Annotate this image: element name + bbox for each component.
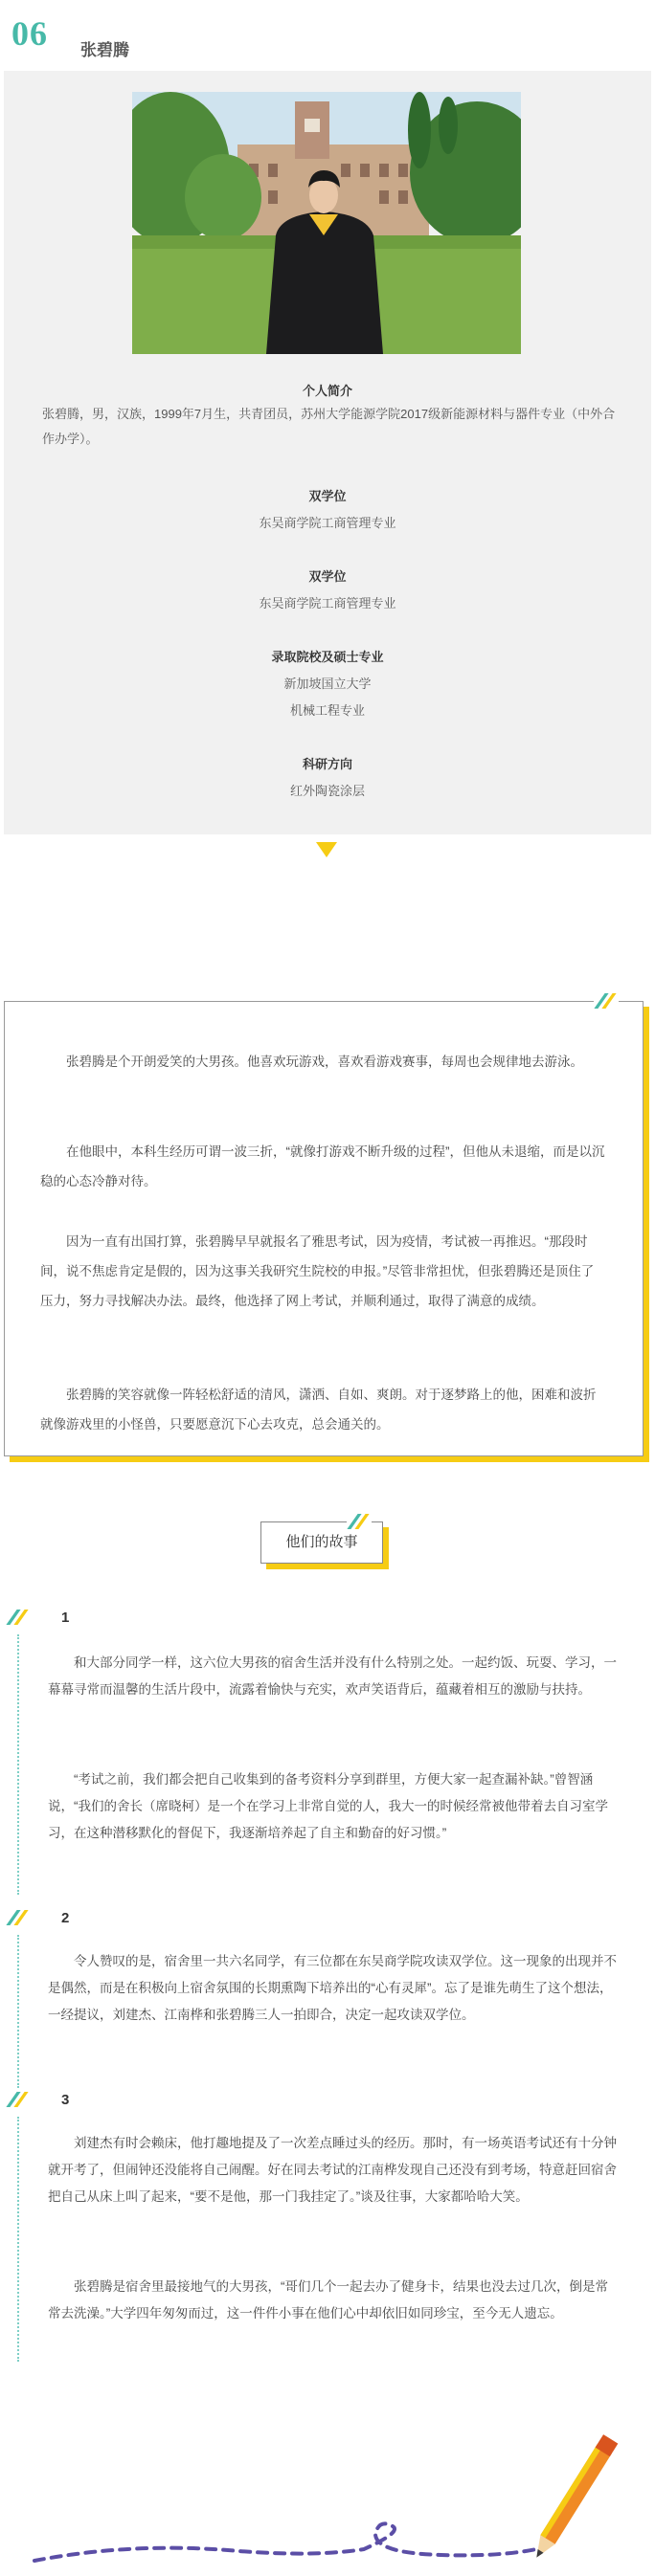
pencil-icon xyxy=(530,2434,619,2562)
person-name: 张碧腾 xyxy=(80,41,129,59)
story-paragraph: “考试之前，我们都会把自己收集到的备考资料分享到群里，方便大家一起查漏补缺。”曾智涵说，“我们的舍长（席晓柯）是一个在学习上非常自觉的人，我大一的时候经常被他带着去自习室学习，在这种潜移默化的督促下，我逐渐培养起了自主和勤奋的好习惯。” xyxy=(48,1772,608,1840)
stripes-icon xyxy=(8,1910,33,1925)
timeline-line xyxy=(17,1634,19,1895)
portrait-photo-illustration xyxy=(132,92,521,354)
intro-text: 张碧腾，男，汉族，1999年7月生，共青团员，苏州大学能源学院2017级新能源材料与器件专业（中外合作办学）。 xyxy=(42,407,616,446)
story-number-1: 1 xyxy=(61,1610,70,1626)
story-paragraph: 刘建杰有时会赖床，他打趣地提及了一次差点睡过头的经历。那时，有一场英语考试还有十分钟就开考了，但闹钟还没能将自己闹醒。好在同去考试的江南桦发现自己还没有到考场，特意赶回宿舍把自己从床上叫了起来，“要不是他，那一门我挂定了。”谈及往事，大家都哈哈大笑。 xyxy=(48,2136,617,2204)
stripes-icon xyxy=(8,1610,33,1625)
stripes-icon xyxy=(347,1514,372,1529)
timeline-line xyxy=(17,1935,19,2088)
master-major: 机械工程专业 xyxy=(289,703,365,718)
quote-paragraph-3: 因为一直有出国打算，张碧腾早早就报名了雅思考试，因为疫情，考试被一再推迟。“那段时间，说不焦虑肯定是假的，因为这事关我研究生院校的申报。”尽管非常担忧，但张碧腾还是顶住了压力，努力寻找解决办法。最终，他选择了网上考试，并顺利通过，取得了满意的成绩。 xyxy=(40,1234,595,1308)
footer-decoration xyxy=(0,2388,655,2576)
stripes-icon xyxy=(8,2092,33,2107)
master-title: 录取院校及硕士专业 xyxy=(271,650,384,664)
double-degree-value-2: 东吴商学院工商管理专业 xyxy=(259,596,396,611)
down-arrow-icon xyxy=(316,842,337,857)
quote-paragraph-2: 在他眼中，本科生经历可谓一波三折，“就像打游戏不断升级的过程”，但他从未退缩，而是以沉稳的心态冷静对待。 xyxy=(40,1144,605,1188)
research-value: 红外陶瓷涂层 xyxy=(289,784,365,798)
quote-paragraph-1: 张碧腾是个开朗爱笑的大男孩。他喜欢玩游戏，喜欢看游戏赛事，每周也会规律地去游泳。 xyxy=(66,1055,583,1069)
quote-paragraph-4: 张碧腾的笑容就像一阵轻松舒适的清风，潇洒、自如、爽朗。对于逐梦路上的他，困难和波折就像游戏里的小怪兽，只要愿意沉下心去攻克，总会通关的。 xyxy=(40,1388,597,1432)
master-school: 新加坡国立大学 xyxy=(283,677,372,691)
stripes-icon xyxy=(594,993,619,1009)
research-title: 科研方向 xyxy=(302,757,352,771)
story-paragraph: 张碧腾是宿舍里最接地气的大男孩，“哥们几个一起去办了健身卡，结果也没去过几次，倒是常常去洗澡。”大学四年匆匆而过，这一件件小事在他们心中却依旧如同珍宝，至今无人遗忘。 xyxy=(48,2279,608,2321)
story-number-2: 2 xyxy=(61,1910,70,1926)
double-degree-title-2: 双学位 xyxy=(308,569,347,584)
intro-title: 个人简介 xyxy=(302,384,352,398)
story-title: 他们的故事 xyxy=(260,1521,383,1564)
story-number-3: 3 xyxy=(61,2092,70,2108)
double-degree-value: 东吴商学院工商管理专业 xyxy=(259,516,396,530)
story-paragraph: 令人赞叹的是，宿舍里一共六名同学，有三位都在东吴商学院攻读双学位。这一现象的出现并不是偶然，而是在积极向上宿舍氛围的长期熏陶下培养出的“心有灵犀”。忘了是谁先萌生了这个想法，一经提议，刘建杰、江南桦和张碧腾三人一拍即合，决定一起攻读双学位。 xyxy=(48,1954,617,2022)
portrait-photo xyxy=(132,92,521,354)
double-degree-title: 双学位 xyxy=(308,489,347,503)
section-number: 06 xyxy=(11,14,48,53)
story-paragraph: 和大部分同学一样，这六位大男孩的宿舍生活并没有什么特别之处。一起约饭、玩耍、学习，一幕幕寻常而温馨的生活片段中，流露着愉快与充实，欢声笑语背后，蕴藏着相互的激励与扶持。 xyxy=(48,1655,617,1697)
timeline-line xyxy=(17,2117,19,2362)
